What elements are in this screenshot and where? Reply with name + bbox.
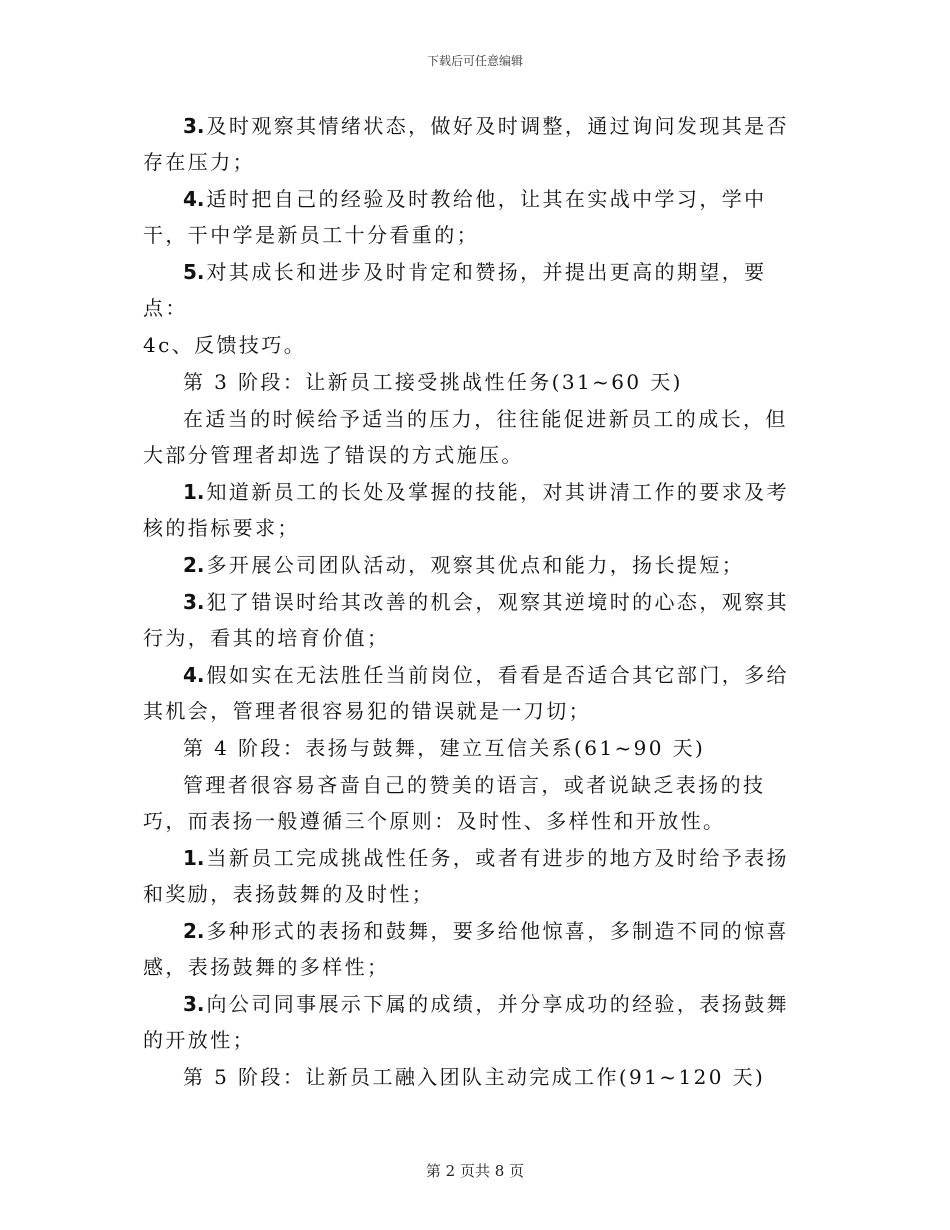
list-item	[143, 584, 808, 656]
paragraph-text: 管理者很容易吝啬自己的赞美的语言，或者说缺乏表扬的技巧，而表扬一般遵循三个原则：及时性、多样性和开放性。	[143, 773, 766, 833]
list-item	[143, 840, 808, 912]
stage-heading-5	[143, 1059, 808, 1095]
list-item	[143, 986, 808, 1058]
item-text: 假如实在无法胜任当前岗位，看看是否适合其它部门，多给其机会，管理者很容易犯的错误就是一刀切；	[143, 663, 789, 723]
item-number: 3.	[183, 992, 205, 1016]
stage-heading-4	[143, 730, 808, 766]
item-number: 4.	[183, 187, 205, 211]
stage-heading-3	[143, 364, 808, 400]
heading-text: 第 5 阶段：让新员工融入团队主动完成工作(91~120 天)	[183, 1065, 766, 1089]
item-number: 2.	[183, 553, 205, 577]
list-item	[143, 108, 808, 180]
page-header: 下载后可任意编辑	[426, 54, 523, 68]
list-item	[143, 474, 808, 546]
heading-text: 第 3 阶段：让新员工接受挑战性任务(31~60 天)	[183, 370, 683, 394]
item-text: 当新员工完成挑战性任务，或者有进步的地方及时给予表扬和奖励，表扬鼓舞的及时性；	[143, 846, 789, 906]
list-item	[143, 913, 808, 985]
body-paragraph	[143, 767, 808, 839]
item-text: 向公司同事展示下属的成绩，并分享成功的经验，表扬鼓舞的开放性；	[143, 992, 789, 1052]
body-paragraph	[143, 401, 808, 473]
paragraph-text: 在适当的时候给予适当的压力，往往能促进新员工的成长，但大部分管理者却选了错误的方式施压。	[143, 407, 788, 467]
page-footer: 第 2 页共 8 页	[425, 1162, 525, 1180]
item-number: 5.	[183, 260, 205, 284]
item-text: 适时把自己的经验及时教给他，让其在实战中学习，学中干，干中学是新员工十分看重的；	[143, 187, 767, 247]
list-item	[143, 657, 808, 729]
list-item	[143, 547, 808, 583]
item-number: 2.	[183, 919, 205, 943]
list-item	[143, 181, 808, 253]
item-number: 3.	[183, 590, 205, 614]
item-text: 多种形式的表扬和鼓舞，要多给他惊喜，多制造不同的惊喜感，表扬鼓舞的多样性；	[143, 919, 789, 979]
item-number: 1.	[183, 480, 205, 504]
item-text: 对其成长和进步及时肯定和赞扬，并提出更高的期望，要点：	[143, 260, 767, 320]
item-text: 及时观察其情绪状态，做好及时调整，通过询问发现其是否存在压力；	[143, 114, 789, 174]
item-text: 多开展公司团队活动，观察其优点和能力，扬长提短；	[206, 553, 745, 577]
document-body	[143, 108, 808, 1096]
paragraph-continuation	[143, 327, 808, 363]
heading-text: 第 4 阶段：表扬与鼓舞，建立互信关系(61~90 天)	[183, 736, 706, 760]
item-text: 犯了错误时给其改善的机会，观察其逆境时的心态，观察其行为，看其的培育价值；	[143, 590, 789, 650]
item-number: 4.	[183, 663, 205, 687]
item-text: 4c、反馈技巧。	[143, 333, 307, 357]
list-item	[143, 254, 808, 326]
item-number: 3.	[183, 114, 205, 138]
item-text: 知道新员工的长处及掌握的技能，对其讲清工作的要求及考核的指标要求；	[143, 480, 789, 540]
item-number: 1.	[183, 846, 205, 870]
